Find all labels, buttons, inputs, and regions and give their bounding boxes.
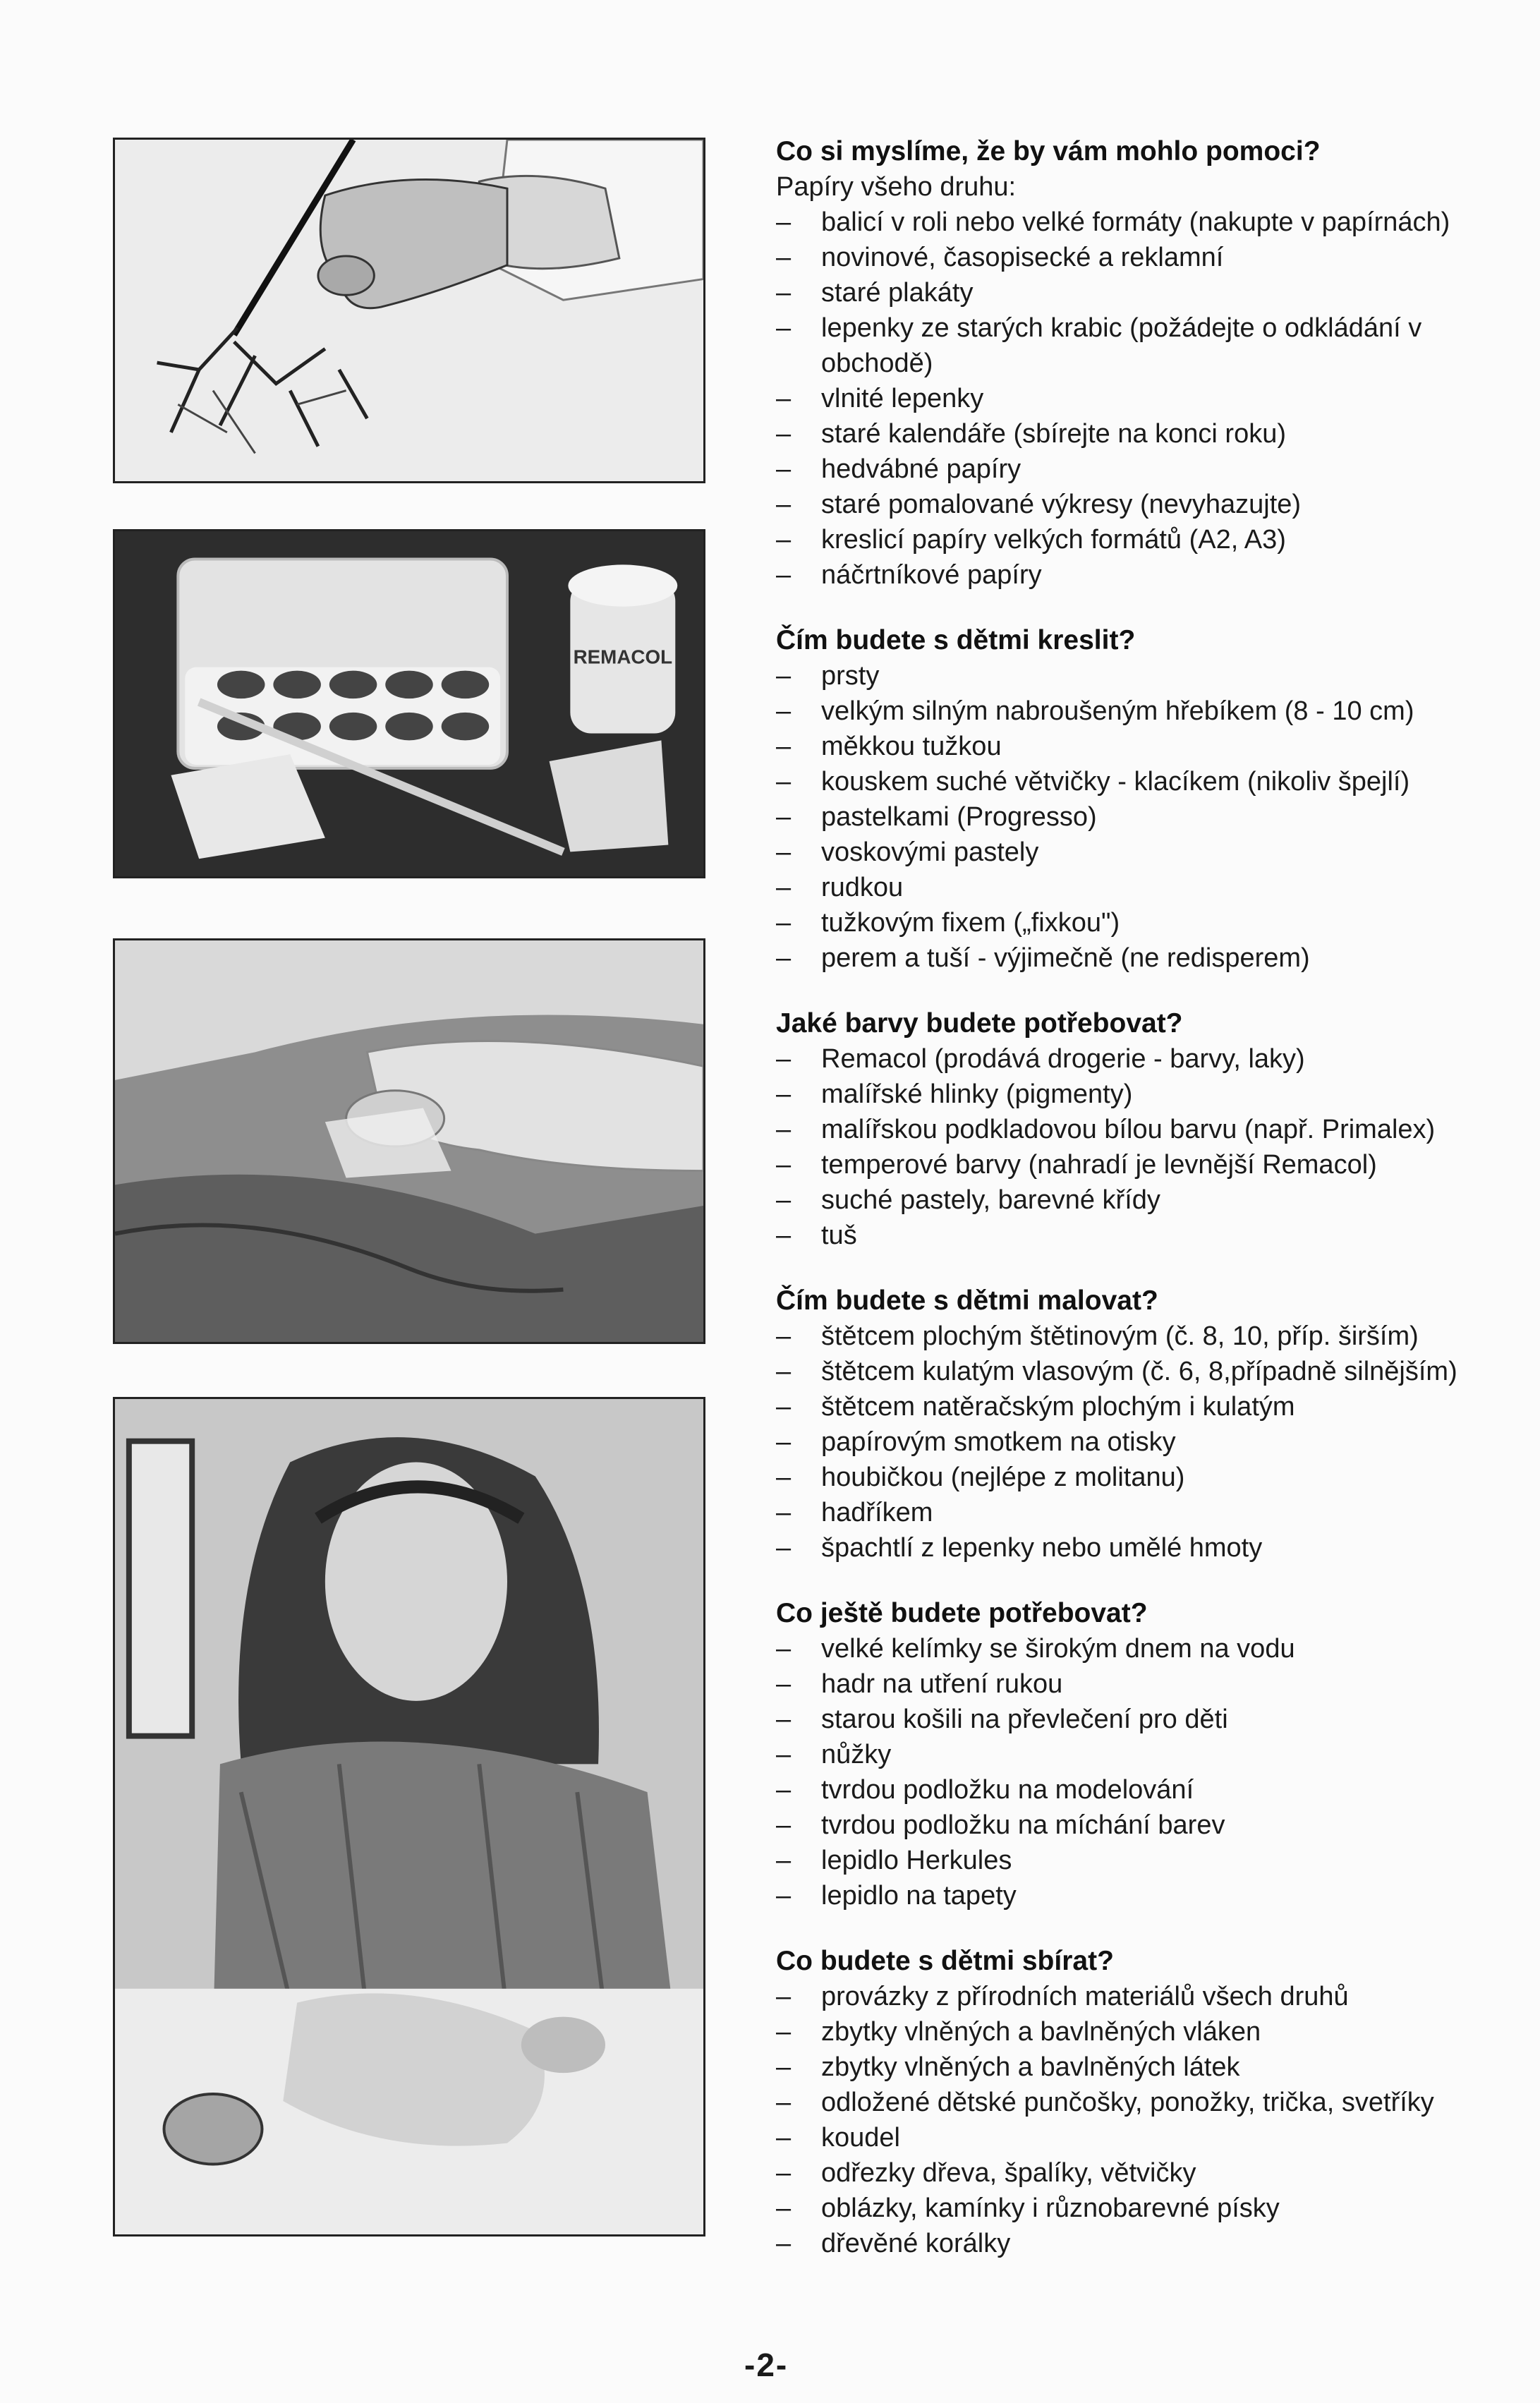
photo-paint-palette (113, 529, 705, 878)
section-heading: Čím budete s dětmi malovat? (776, 1285, 1158, 1316)
item-list (776, 205, 1510, 593)
list-item: – nůžky (776, 1737, 1510, 1772)
list-item: – houbičkou (nejlépe z molitanu) (776, 1460, 1510, 1495)
section-heading: Čím budete s dětmi kreslit? (776, 625, 1136, 655)
section-helpful-papers (776, 134, 1510, 593)
list-item: – perem a tuší - výjimečně (ne redisperem) (776, 940, 1510, 976)
list-item: – Remacol (prodává drogerie - barvy, laky) (776, 1041, 1510, 1077)
list-item: – odřezky dřeva, špalíky, větvičky (776, 2155, 1510, 2191)
photo-girl-painting (113, 1397, 705, 2236)
remacol-label: REMACOL (573, 646, 673, 668)
list-item: – dřevěné korálky (776, 2226, 1510, 2261)
item-list (776, 1041, 1510, 1253)
list-item: – kreslicí papíry velkých formátů (A2, A3) (776, 522, 1510, 557)
list-item: – tvrdou podložku na míchání barev (776, 1808, 1510, 1843)
section-paints (776, 1006, 1510, 1253)
item-list (776, 1631, 1510, 1913)
list-item: – oblázky, kamínky i různobarevné písky (776, 2191, 1510, 2226)
list-item: – starou košili na převlečení pro děti (776, 1702, 1510, 1737)
section-heading: Co budete s dětmi sbírat? (776, 1946, 1114, 1976)
list-item: – tuš (776, 1218, 1510, 1253)
list-item: – velkým silným nabroušeným hřebíkem (8 - 10 cm) (776, 694, 1510, 729)
list-item: – staré plakáty (776, 275, 1510, 310)
list-item: – špachtlí z lepenky nebo umělé hmoty (776, 1530, 1510, 1566)
list-item: – malířské hlinky (pigmenty) (776, 1077, 1510, 1112)
list-item: – kouskem suché větvičky - klacíkem (nikoliv špejlí) (776, 764, 1510, 799)
list-item: – tužkovým fixem („fixkou") (776, 905, 1510, 940)
item-list (776, 658, 1510, 976)
list-item: – štětcem kulatým vlasovým (č. 6, 8,případně silnějším) (776, 1354, 1510, 1389)
list-item: – suché pastely, barevné křídy (776, 1182, 1510, 1218)
list-item: – zbytky vlněných a bavlněných látek (776, 2050, 1510, 2085)
list-item: – štětcem natěračským plochým i kulatým (776, 1389, 1510, 1424)
list-item: – staré pomalované výkresy (nevyhazujte) (776, 487, 1510, 522)
section-collect (776, 1944, 1510, 2261)
section-drawing-tools (776, 623, 1510, 976)
section-heading: Co ještě budete potřebovat? (776, 1598, 1148, 1628)
section-intro: Papíry všeho druhu: (776, 172, 1017, 202)
item-list (776, 1979, 1510, 2261)
photo-hand-painting (113, 938, 705, 1344)
list-item: – novinové, časopisecké a reklamní (776, 240, 1510, 275)
list-item: – hadříkem (776, 1495, 1510, 1530)
list-item: – pastelkami (Progresso) (776, 799, 1510, 835)
list-item: – balicí v roli nebo velké formáty (nakupte v papírnách) (776, 205, 1510, 240)
photo-hand-drawing (113, 138, 705, 483)
list-item: – provázky z přírodních materiálů všech druhů (776, 1979, 1510, 2014)
page-number: -2- (744, 2347, 789, 2383)
list-item: – hedvábné papíry (776, 452, 1510, 487)
list-item: – voskovými pastely (776, 835, 1510, 870)
list-item: – lepenky ze starých krabic (požádejte o odkládání v obchodě) (776, 310, 1510, 381)
list-item: – koudel (776, 2120, 1510, 2155)
item-list (776, 1319, 1510, 1566)
list-item: – hadr na utření rukou (776, 1666, 1510, 1702)
section-other-supplies (776, 1596, 1510, 1913)
list-item: – odložené dětské punčošky, ponožky, trička, svetříky (776, 2085, 1510, 2120)
section-painting-tools (776, 1283, 1510, 1566)
list-item: – náčrtníkové papíry (776, 557, 1510, 593)
list-item: – papírovým smotkem na otisky (776, 1424, 1510, 1460)
list-item: – měkkou tužkou (776, 729, 1510, 764)
list-item: – tvrdou podložku na modelování (776, 1772, 1510, 1808)
list-item: – lepidlo Herkules (776, 1843, 1510, 1878)
list-item: – vlnité lepenky (776, 381, 1510, 416)
list-item: – temperové barvy (nahradí je levnější Remacol) (776, 1147, 1510, 1182)
list-item: – zbytky vlněných a bavlněných vláken (776, 2014, 1510, 2050)
text-column (776, 134, 1510, 2292)
section-heading: Co si myslíme, že by vám mohlo pomoci? (776, 136, 1321, 167)
list-item: – rudkou (776, 870, 1510, 905)
section-heading: Jaké barvy budete potřebovat? (776, 1008, 1183, 1039)
list-item: – prsty (776, 658, 1510, 694)
list-item: – malířskou podkladovou bílou barvu (např. Primalex) (776, 1112, 1510, 1147)
list-item: – lepidlo na tapety (776, 1878, 1510, 1913)
list-item: – štětcem plochým štětinovým (č. 8, 10, příp. širším) (776, 1319, 1510, 1354)
list-item: – velké kelímky se širokým dnem na vodu (776, 1631, 1510, 1666)
list-item: – staré kalendáře (sbírejte na konci roku) (776, 416, 1510, 452)
